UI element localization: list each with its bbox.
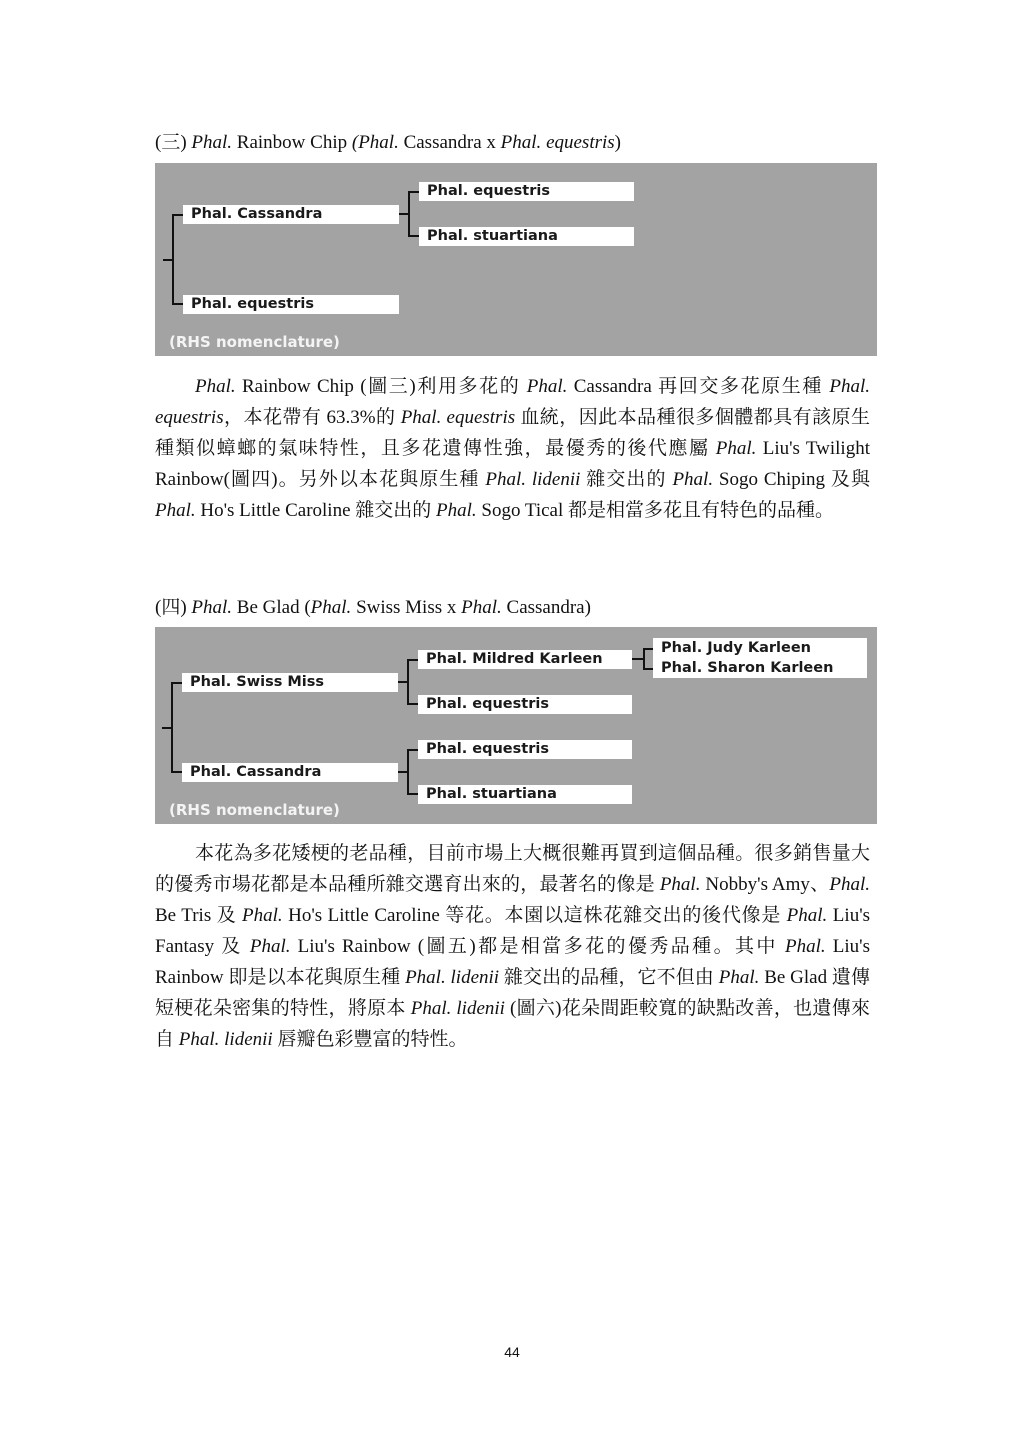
text-run: Liu's Fantasy 及 bbox=[155, 905, 871, 957]
bracket-line bbox=[408, 235, 419, 237]
section-4-heading bbox=[155, 592, 591, 619]
heading-genus: Phal. bbox=[191, 132, 233, 153]
text-run: 雜交出的品種，它不但由 bbox=[499, 967, 719, 988]
heading-name: Be Glad ( bbox=[232, 597, 311, 618]
text-run: Rainbow Chip (圖三)利用多花的 bbox=[235, 376, 527, 397]
heading-paren-close: ) bbox=[614, 132, 621, 153]
pedigree-seed-parent: Phal. Cassandra bbox=[183, 205, 399, 224]
bracket-line bbox=[172, 303, 183, 305]
pedigree-grandparent-1: Phal. equestris bbox=[419, 182, 634, 201]
bracket-line bbox=[407, 703, 418, 705]
pedigree-pollen-parent: Phal. Cassandra bbox=[182, 763, 398, 782]
bracket-line bbox=[163, 259, 174, 261]
pedigree-grandparent-2: Phal. stuartiana bbox=[419, 227, 634, 246]
bracket-line bbox=[172, 214, 183, 216]
text-run: 本花為多花矮梗的老品種，目前市場上大概很難再買到這個品種。很多銷售量大的優秀市場花都是本品種所雜交選育出來的，最著名的像是 bbox=[155, 843, 870, 895]
italic-species-name: Phal. bbox=[241, 905, 283, 926]
pedigree-grandparent-3: Phal. equestris bbox=[418, 740, 632, 759]
italic-species-name: Phal. lidenii bbox=[485, 469, 581, 490]
text-run: Cassandra 再回交多花原生種 bbox=[567, 376, 830, 397]
bracket-line bbox=[407, 659, 418, 661]
italic-species-name: Phal. bbox=[195, 376, 236, 397]
heading-parent2: Cassandra) bbox=[501, 597, 591, 618]
page-number: 44 bbox=[504, 1344, 520, 1360]
heading-parent1-genus: Phal. bbox=[310, 597, 352, 618]
italic-species-name: Phal. lidenii bbox=[178, 1029, 273, 1050]
italic-species-name: Phal. equestris bbox=[400, 407, 516, 428]
section-3-heading bbox=[155, 127, 621, 154]
section-3-paragraph bbox=[155, 371, 870, 526]
bracket-line bbox=[407, 793, 418, 795]
text-run: Ho's Little Caroline 等花。本園以這株花雜交出的後代像是 bbox=[282, 905, 787, 926]
text-run: Ho's Little Caroline 雜交出的 bbox=[195, 500, 437, 521]
pedigree-pollen-parent: Phal. equestris bbox=[183, 295, 399, 314]
italic-species-name: Phal. lidenii bbox=[405, 967, 500, 988]
italic-species-name: Phal. bbox=[715, 438, 757, 459]
pedigree-great-grandparent-2: Phal. Sharon Karleen bbox=[661, 660, 834, 676]
text-run: Sogo Tical 都是相當多花且有特色的品種。 bbox=[476, 500, 834, 521]
section-4-paragraph bbox=[155, 838, 870, 1055]
pedigree-grandparent-1: Phal. Mildred Karleen bbox=[418, 650, 632, 669]
bracket-line bbox=[408, 191, 419, 193]
pedigree-chart-be-glad bbox=[155, 627, 877, 824]
bracket-line bbox=[643, 668, 653, 670]
bracket-line bbox=[632, 658, 644, 660]
italic-species-name: Phal. bbox=[672, 469, 714, 490]
heading-parent1: Cassandra x bbox=[398, 132, 501, 153]
heading-parent2-genus: Phal. bbox=[500, 132, 542, 153]
heading-paren-open: ( bbox=[351, 132, 359, 153]
text-run: Nobby's Amy、 bbox=[700, 874, 830, 895]
italic-species-name: Phal. lidenii bbox=[410, 998, 505, 1019]
pedigree-great-grandparents bbox=[653, 638, 867, 678]
italic-species-name: Phal. bbox=[718, 967, 760, 988]
italic-species-name: Phal. equestris bbox=[155, 376, 870, 428]
bracket-line bbox=[171, 771, 182, 773]
pedigree-grandparent-4: Phal. stuartiana bbox=[418, 785, 632, 804]
rhs-nomenclature-label: (RHS nomenclature) bbox=[169, 801, 340, 819]
text-run: 血統，因此本品種很多個體都具有該原生種類似蟑螂的氣味特性，且多花遺傳性強，最優秀的後代應屬 bbox=[155, 407, 870, 459]
text-run: Liu's Rainbow 即是以本花與原生種 bbox=[155, 936, 871, 988]
bracket-line bbox=[643, 648, 653, 650]
text-run: Be Glad 遺傳短梗花朵密集的特性，將原本 bbox=[155, 967, 870, 1019]
text-run: Liu's Rainbow (圖五)都是相當多花的優秀品種。其中 bbox=[290, 936, 785, 957]
bracket-line bbox=[399, 213, 410, 215]
text-run: Be Tris 及 bbox=[155, 905, 242, 926]
italic-species-name: Phal. bbox=[785, 936, 826, 957]
heading-parent1: Swiss Miss x bbox=[351, 597, 462, 618]
text-run: ，本花帶有 63.3%的 bbox=[223, 407, 401, 428]
text-run: 雜交出的 bbox=[580, 469, 673, 490]
heading-prefix: (三) bbox=[155, 132, 192, 153]
bracket-line bbox=[171, 682, 182, 684]
heading-name: Rainbow Chip bbox=[232, 132, 352, 153]
pedigree-chart-rainbow-chip bbox=[155, 163, 877, 356]
pedigree-seed-parent: Phal. Swiss Miss bbox=[182, 673, 398, 692]
bracket-line bbox=[162, 727, 173, 729]
heading-parent2-genus: Phal. bbox=[461, 597, 502, 618]
rhs-nomenclature-label: (RHS nomenclature) bbox=[169, 333, 340, 351]
italic-species-name: Phal. bbox=[829, 874, 870, 895]
text-run: Liu's Twilight Rainbow(圖四)。另外以本花與原生種 bbox=[155, 438, 870, 490]
italic-species-name: Phal. bbox=[436, 500, 477, 521]
heading-genus: Phal. bbox=[191, 597, 233, 618]
text-run: (圖六)花朵間距較寬的缺點改善，也遺傳來自 bbox=[155, 998, 870, 1050]
italic-species-name: Phal. bbox=[786, 905, 828, 926]
heading-parent2: equestris bbox=[541, 132, 615, 153]
italic-species-name: Phal. bbox=[249, 936, 291, 957]
italic-species-name: Phal. bbox=[659, 874, 701, 895]
italic-species-name: Phal. bbox=[526, 376, 568, 397]
text-run: Sogo Chiping 及與 bbox=[713, 469, 870, 490]
pedigree-great-grandparent-1: Phal. Judy Karleen bbox=[661, 640, 811, 656]
bracket-line bbox=[398, 771, 409, 773]
text-run: 唇瓣色彩豐富的特性。 bbox=[272, 1029, 468, 1050]
bracket-line bbox=[407, 749, 418, 751]
pedigree-grandparent-2: Phal. equestris bbox=[418, 695, 632, 714]
italic-species-name: Phal. bbox=[155, 500, 196, 521]
heading-parent1-genus: Phal. bbox=[358, 132, 399, 153]
bracket-line bbox=[398, 681, 409, 683]
heading-prefix: (四) bbox=[155, 597, 192, 618]
